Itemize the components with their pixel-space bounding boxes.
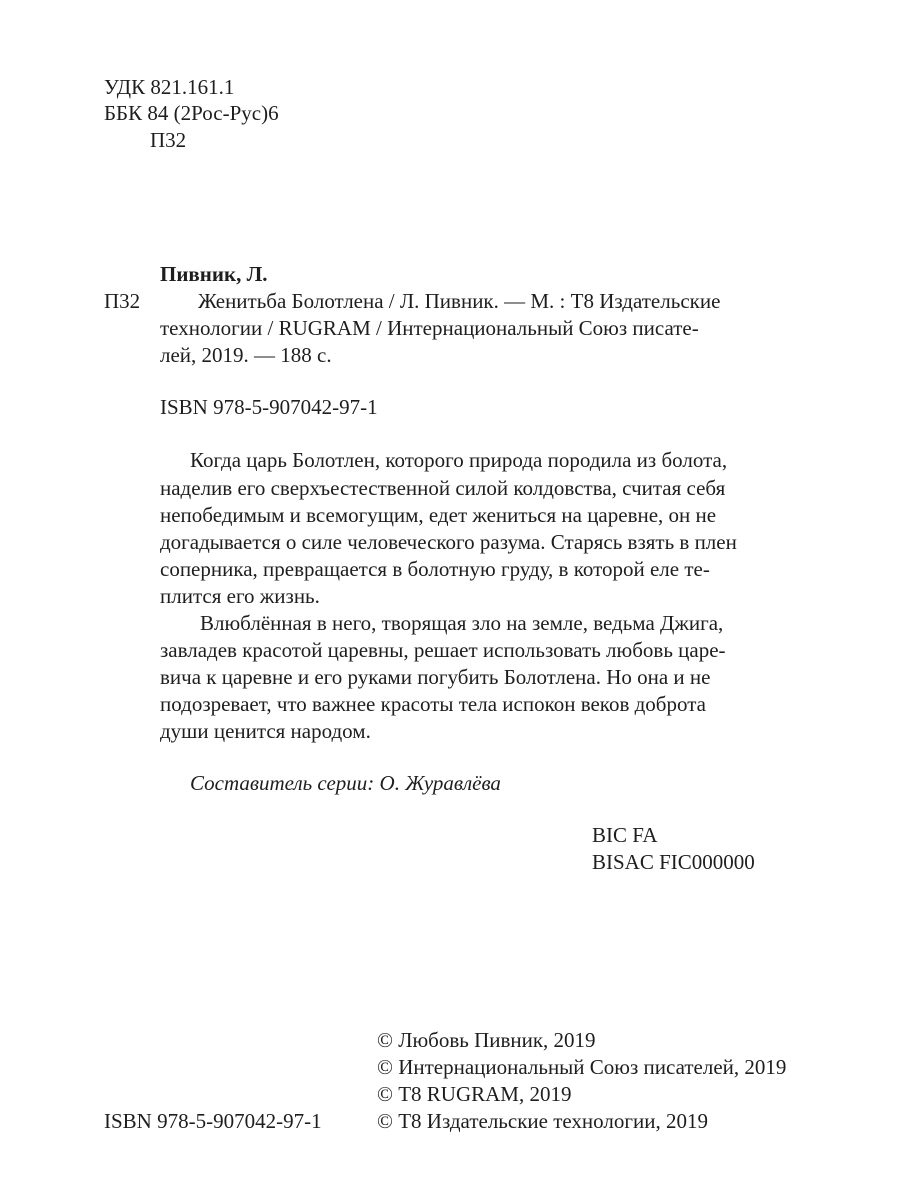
record-description-line: Женитьба Болотлена / Л. Пивник. — М. : Т8 Издательские [198,289,721,313]
annotation-line: непобедимым и всемогущим, едет жениться на царевне, он не [160,503,717,527]
record-isbn: ISBN 978-5-907042-97-1 [160,395,378,419]
bic-code: BIC FA [592,823,658,847]
record-description-line: технологии / RUGRAM / Интернациональный Союз писате- [160,316,699,340]
author-name: Пивник, Л. [160,262,268,286]
bisac-code: BISAC FIC000000 [592,850,755,874]
record-mark: П32 [104,289,141,313]
bbk-code: ББК 84 (2Рос-Рус)6 [104,101,279,125]
annotation-line: завладев красотой царевны, решает использовать любовь царе- [160,638,726,662]
copyright-line: © Т8 Издательские технологии, 2019 [377,1109,708,1133]
record-description-line: лей, 2019. — 188 с. [160,343,332,367]
copyright-line: © Любовь Пивник, 2019 [377,1028,596,1052]
annotation-line: души ценится народом. [160,719,371,743]
annotation-line: Когда царь Болотлен, которого природа породила из болота, [190,448,728,472]
footer-isbn: ISBN 978-5-907042-97-1 [104,1109,322,1133]
annotation-line: догадывается о силе человеческого разума. Старясь взять в плен [160,530,737,554]
annotation-line: Влюблённая в него, творящая зло на земле, ведьма Джига, [200,611,724,635]
annotation-line: вича к царевне и его руками погубить Болотлена. Но она и не [160,665,711,689]
annotation-line: наделив его сверхъестественной силой колдовства, считая себя [160,476,726,500]
annotation-line: подозревает, что важнее красоты тела испокон веков доброта [160,692,706,716]
annotation-line: плится его жизнь. [160,584,320,608]
series-editor: Составитель серии: О. Журавлёва [190,771,501,795]
author-mark: П32 [150,128,187,152]
copyright-line: © Т8 RUGRAM, 2019 [377,1082,572,1106]
annotation-line: соперника, превращается в болотную груду, в которой еле те- [160,557,710,581]
copyright-line: © Интернациональный Союз писателей, 2019 [377,1055,787,1079]
udk-code: УДК 821.161.1 [104,75,235,99]
